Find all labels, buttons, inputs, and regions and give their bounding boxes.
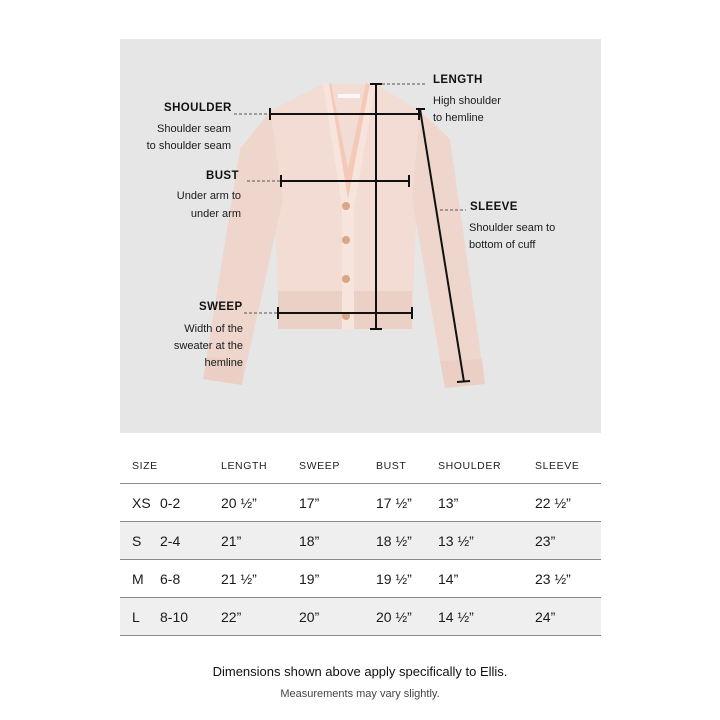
footer-disclaimer: Measurements may vary slightly.: [280, 688, 440, 700]
sleeve-desc-line: bottom of cuff: [469, 239, 536, 251]
shoulder-desc-line: to shoulder seam: [146, 140, 231, 152]
bust-cell: 19 ½”: [376, 571, 412, 587]
sweep-desc-line: sweater at the: [173, 340, 243, 352]
length-cell: 20 ½”: [221, 495, 257, 511]
cardigan-label-tag: [338, 94, 360, 98]
table-row: [120, 522, 601, 560]
sleeve-cell: 23 ½”: [535, 571, 571, 587]
sweep-cell: 20”: [299, 609, 320, 625]
table-row: [120, 484, 601, 522]
sleeve-cell: 22 ½”: [535, 495, 571, 511]
bust-cell: 17 ½”: [376, 495, 412, 511]
length-label: LENGTH: [433, 74, 483, 86]
shoulder-cell: 13 ½”: [438, 533, 474, 549]
table-row: [120, 598, 601, 636]
size-name: L: [132, 609, 140, 625]
length-desc-line: High shoulder: [433, 95, 501, 107]
shoulder-label: SHOULDER: [164, 102, 232, 114]
sweep-desc-line: hemline: [204, 357, 243, 369]
cardigan-button: [342, 202, 350, 210]
size-cell: [132, 522, 180, 560]
table-row: [120, 560, 601, 598]
header-sleeve: SLEEVE: [535, 460, 580, 472]
length-description: [433, 93, 501, 127]
shoulder-desc-line: Shoulder seam: [157, 123, 231, 135]
measurement-diagram: [120, 39, 601, 433]
footer-note: Dimensions shown above apply specifically to Ellis.: [212, 664, 508, 679]
size-name: S: [132, 533, 142, 549]
size-name: M: [132, 571, 144, 587]
sweep-cell: 19”: [299, 571, 320, 587]
header-size: SIZE: [132, 460, 158, 472]
header-length: LENGTH: [221, 460, 268, 472]
sweep-label: SWEEP: [199, 301, 243, 313]
shoulder-cell: 14”: [438, 571, 459, 587]
length-cell: 21”: [221, 533, 242, 549]
sweep-cell: 18”: [299, 533, 320, 549]
header-shoulder: SHOULDER: [438, 460, 502, 472]
size-name: XS: [132, 495, 151, 511]
bust-cell: 20 ½”: [376, 609, 412, 625]
size-range: 0-2: [160, 495, 181, 511]
table-rule: [120, 635, 601, 636]
sweep-cell: 17”: [299, 495, 320, 511]
cardigan-button: [342, 236, 350, 244]
size-range: 6-8: [160, 571, 181, 587]
sleeve-description: [469, 220, 555, 254]
shoulder-cell: 14 ½”: [438, 609, 474, 625]
size-range: 8-10: [160, 609, 189, 625]
shoulder-cell: 13”: [438, 495, 459, 511]
size-cell: [132, 560, 180, 598]
size-cell: [132, 484, 180, 522]
size-chart-table: [120, 448, 601, 636]
sleeve-desc-line: Shoulder seam to: [469, 222, 556, 234]
header-bust: BUST: [376, 460, 407, 472]
sleeve-cell: 23”: [535, 533, 556, 549]
bust-description: [140, 188, 241, 223]
table-header-row: [120, 448, 601, 484]
header-sweep: SWEEP: [299, 460, 340, 472]
length-cell: 22”: [221, 609, 242, 625]
size-range: 2-4: [160, 533, 181, 549]
length-cell: 21 ½”: [221, 571, 257, 587]
sleeve-label: SLEEVE: [470, 201, 518, 213]
sweep-desc-line: Width of the: [184, 323, 243, 335]
cardigan-button: [342, 275, 350, 283]
bust-desc-line: under arm: [190, 208, 241, 220]
shoulder-description: [130, 121, 231, 155]
bust-cell: 18 ½”: [376, 533, 412, 549]
sweep-description: [140, 321, 243, 372]
bust-desc-line: Under arm to: [176, 190, 241, 202]
sleeve-cell: 24”: [535, 609, 556, 625]
size-cell: [132, 598, 188, 636]
length-desc-line: to hemline: [433, 112, 484, 124]
bust-label: BUST: [206, 170, 239, 182]
